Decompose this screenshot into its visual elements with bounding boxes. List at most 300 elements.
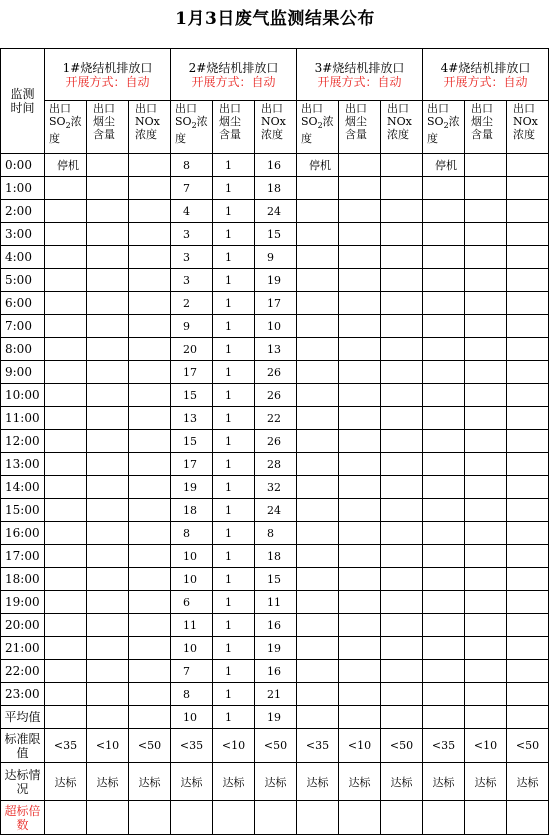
data-cell <box>45 292 87 315</box>
data-cell <box>45 637 87 660</box>
table-row <box>1 637 549 660</box>
data-cell <box>87 499 129 522</box>
data-cell <box>87 338 129 361</box>
outlet-mode: 开展方式：自动 <box>443 74 528 89</box>
data-cell <box>339 801 381 835</box>
exceed-label: 超标倍数 <box>1 801 45 835</box>
data-cell <box>129 292 171 315</box>
data-cell <box>507 453 549 476</box>
outlet-mode: 开展方式：自动 <box>191 74 276 89</box>
data-cell: 19 <box>255 706 297 729</box>
data-cell <box>129 706 171 729</box>
table-row <box>1 246 549 269</box>
data-cell <box>465 407 507 430</box>
data-cell <box>465 430 507 453</box>
data-cell <box>45 223 87 246</box>
data-cell: 16 <box>255 614 297 637</box>
data-cell <box>465 361 507 384</box>
data-cell <box>465 384 507 407</box>
data-cell: 1 <box>213 177 255 200</box>
data-cell: 1 <box>213 683 255 706</box>
data-cell <box>129 338 171 361</box>
data-cell <box>297 801 339 835</box>
outlet-header-4 <box>423 49 549 101</box>
so2-col-header <box>297 101 339 154</box>
average-row <box>1 706 549 729</box>
nox-label-pre: 出口 <box>261 102 283 115</box>
data-cell <box>129 407 171 430</box>
data-cell <box>339 361 381 384</box>
outlet-header-3 <box>297 49 423 101</box>
data-cell: 8 <box>171 683 213 706</box>
data-cell <box>297 706 339 729</box>
data-cell: 9 <box>171 315 213 338</box>
data-cell <box>339 637 381 660</box>
data-cell <box>87 637 129 660</box>
data-cell <box>129 476 171 499</box>
data-cell <box>381 614 423 637</box>
dust-label: 出口烟尘含量 <box>219 102 241 141</box>
time-cell: 0:00 <box>1 154 45 177</box>
data-cell <box>339 200 381 223</box>
data-cell <box>45 269 87 292</box>
data-cell: 达标 <box>45 763 87 801</box>
so2-col-header <box>171 101 213 154</box>
data-cell <box>423 545 465 568</box>
data-cell <box>381 200 423 223</box>
data-cell <box>423 591 465 614</box>
data-cell <box>339 614 381 637</box>
data-cell: 达标 <box>381 763 423 801</box>
data-cell <box>297 637 339 660</box>
data-cell: 1 <box>213 499 255 522</box>
data-cell <box>507 706 549 729</box>
table-row <box>1 522 549 545</box>
data-cell: 达标 <box>87 763 129 801</box>
data-cell <box>87 315 129 338</box>
dust-label: 出口烟尘含量 <box>93 102 115 141</box>
data-cell: 9 <box>255 246 297 269</box>
data-cell <box>297 683 339 706</box>
so2-subscript: 2 <box>443 121 449 131</box>
data-cell <box>339 545 381 568</box>
data-cell: 1 <box>213 453 255 476</box>
data-cell <box>45 801 87 835</box>
data-cell <box>297 545 339 568</box>
data-cell <box>87 154 129 177</box>
table-row <box>1 499 549 522</box>
data-cell <box>129 660 171 683</box>
data-cell: 1 <box>213 246 255 269</box>
nox-col-header <box>507 101 549 154</box>
data-cell <box>381 338 423 361</box>
data-cell <box>465 292 507 315</box>
data-cell: 1 <box>213 315 255 338</box>
data-cell <box>45 683 87 706</box>
table-row <box>1 407 549 430</box>
time-cell: 20:00 <box>1 614 45 637</box>
nox-col-header <box>255 101 297 154</box>
data-cell <box>297 591 339 614</box>
data-cell: 1 <box>213 384 255 407</box>
table-row <box>1 660 549 683</box>
data-cell <box>297 338 339 361</box>
data-cell <box>339 407 381 430</box>
data-cell: 1 <box>213 660 255 683</box>
data-cell <box>297 246 339 269</box>
data-cell <box>45 499 87 522</box>
data-cell: 1 <box>213 522 255 545</box>
data-cell <box>339 591 381 614</box>
data-cell: 8 <box>171 154 213 177</box>
data-cell: 10 <box>171 545 213 568</box>
data-cell <box>507 177 549 200</box>
data-cell <box>297 223 339 246</box>
so2-label-b: SO <box>427 115 444 128</box>
data-cell <box>465 660 507 683</box>
data-cell <box>87 660 129 683</box>
data-cell <box>45 246 87 269</box>
table-row <box>1 430 549 453</box>
data-cell <box>507 545 549 568</box>
data-cell <box>507 223 549 246</box>
data-cell <box>339 246 381 269</box>
time-cell: 15:00 <box>1 499 45 522</box>
data-cell: 11 <box>255 591 297 614</box>
data-cell: 达标 <box>213 763 255 801</box>
data-cell: 19 <box>255 269 297 292</box>
data-cell: 1 <box>213 154 255 177</box>
data-cell <box>381 384 423 407</box>
time-cell: 18:00 <box>1 568 45 591</box>
data-cell <box>297 292 339 315</box>
exceed-row <box>1 801 549 835</box>
data-cell <box>129 499 171 522</box>
data-cell <box>339 269 381 292</box>
data-cell <box>129 568 171 591</box>
data-cell: 1 <box>213 223 255 246</box>
data-cell: 17 <box>171 361 213 384</box>
data-cell <box>381 154 423 177</box>
data-cell: 停机 <box>423 154 465 177</box>
data-cell: 1 <box>213 430 255 453</box>
data-cell <box>507 338 549 361</box>
data-cell: 2 <box>171 292 213 315</box>
data-cell <box>381 591 423 614</box>
data-cell <box>423 315 465 338</box>
data-cell <box>129 361 171 384</box>
dust-col-header <box>339 101 381 154</box>
so2-label-a: 出口 <box>175 102 197 115</box>
data-cell <box>297 269 339 292</box>
dust-label: 出口烟尘含量 <box>345 102 367 141</box>
data-cell <box>87 476 129 499</box>
time-cell: 16:00 <box>1 522 45 545</box>
data-cell: 26 <box>255 430 297 453</box>
data-cell <box>129 614 171 637</box>
data-cell <box>45 568 87 591</box>
data-cell: <50 <box>255 729 297 763</box>
data-cell: 8 <box>255 522 297 545</box>
data-cell: 26 <box>255 361 297 384</box>
table-row <box>1 361 549 384</box>
status-label: 达标情况 <box>1 763 45 801</box>
data-cell <box>381 476 423 499</box>
data-cell <box>507 292 549 315</box>
data-cell <box>87 430 129 453</box>
data-cell <box>45 177 87 200</box>
dust-col-header <box>87 101 129 154</box>
data-cell: 17 <box>171 453 213 476</box>
data-cell <box>381 660 423 683</box>
data-cell: 21 <box>255 683 297 706</box>
data-cell <box>297 660 339 683</box>
data-cell <box>381 801 423 835</box>
data-cell <box>381 223 423 246</box>
outlet-name: 3#烧结机排放口 <box>314 60 405 75</box>
data-cell: 1 <box>213 545 255 568</box>
data-cell <box>87 177 129 200</box>
data-cell <box>87 591 129 614</box>
data-cell <box>339 430 381 453</box>
table-row <box>1 315 549 338</box>
limit-label: 标准限值 <box>1 729 45 763</box>
data-cell <box>423 706 465 729</box>
data-cell <box>45 315 87 338</box>
data-cell: <35 <box>45 729 87 763</box>
data-cell <box>507 614 549 637</box>
time-cell: 21:00 <box>1 637 45 660</box>
data-cell <box>87 223 129 246</box>
data-cell <box>87 200 129 223</box>
data-cell <box>297 522 339 545</box>
data-cell <box>129 683 171 706</box>
time-cell: 22:00 <box>1 660 45 683</box>
data-cell: 1 <box>213 269 255 292</box>
data-cell <box>297 200 339 223</box>
data-cell <box>45 476 87 499</box>
data-cell: 停机 <box>45 154 87 177</box>
data-cell: 1 <box>213 591 255 614</box>
data-cell <box>465 522 507 545</box>
data-cell <box>465 801 507 835</box>
data-cell: 6 <box>171 591 213 614</box>
data-cell <box>297 430 339 453</box>
data-cell <box>423 683 465 706</box>
nox-label: NOx浓度 <box>387 115 412 141</box>
data-cell <box>339 476 381 499</box>
data-cell <box>129 637 171 660</box>
data-cell <box>465 591 507 614</box>
data-cell <box>45 338 87 361</box>
data-cell: 1 <box>213 200 255 223</box>
data-cell: 达标 <box>423 763 465 801</box>
dust-col-header <box>465 101 507 154</box>
data-cell <box>381 683 423 706</box>
so2-subscript: 2 <box>65 121 71 131</box>
time-cell: 5:00 <box>1 269 45 292</box>
data-cell <box>87 706 129 729</box>
data-cell <box>465 246 507 269</box>
data-cell <box>423 476 465 499</box>
data-cell <box>423 223 465 246</box>
data-cell <box>339 499 381 522</box>
data-cell: <35 <box>297 729 339 763</box>
data-cell <box>465 154 507 177</box>
data-cell: 17 <box>255 292 297 315</box>
so2-col-header <box>423 101 465 154</box>
time-cell: 23:00 <box>1 683 45 706</box>
data-cell <box>339 292 381 315</box>
dust-label: 出口烟尘含量 <box>471 102 493 141</box>
outlet-name: 4#烧结机排放口 <box>440 60 531 75</box>
data-cell <box>87 407 129 430</box>
table-row <box>1 591 549 614</box>
data-cell <box>465 269 507 292</box>
data-cell <box>507 361 549 384</box>
data-cell <box>423 384 465 407</box>
data-cell: 停机 <box>297 154 339 177</box>
data-cell: 4 <box>171 200 213 223</box>
data-cell: 28 <box>255 453 297 476</box>
data-cell: 3 <box>171 223 213 246</box>
so2-col-header <box>45 101 87 154</box>
so2-subscript: 2 <box>317 121 323 131</box>
data-cell <box>465 499 507 522</box>
table-row <box>1 154 549 177</box>
data-cell <box>45 430 87 453</box>
data-cell <box>129 801 171 835</box>
so2-label-c: 浓度 <box>427 115 460 146</box>
nox-label: NOx浓度 <box>135 115 160 141</box>
data-cell <box>507 591 549 614</box>
time-cell: 19:00 <box>1 591 45 614</box>
data-cell: 1 <box>213 407 255 430</box>
table-row <box>1 476 549 499</box>
time-cell: 9:00 <box>1 361 45 384</box>
data-cell <box>465 200 507 223</box>
data-cell <box>87 614 129 637</box>
data-cell <box>45 384 87 407</box>
data-cell <box>507 407 549 430</box>
data-cell <box>507 476 549 499</box>
limit-row <box>1 729 549 763</box>
data-cell <box>87 683 129 706</box>
data-cell <box>507 430 549 453</box>
time-cell: 7:00 <box>1 315 45 338</box>
emission-table <box>0 48 549 835</box>
time-cell: 8:00 <box>1 338 45 361</box>
data-cell <box>45 522 87 545</box>
data-cell <box>423 361 465 384</box>
so2-label-a: 出口 <box>301 102 323 115</box>
data-cell <box>45 407 87 430</box>
table-row <box>1 338 549 361</box>
dust-col-header <box>213 101 255 154</box>
data-cell: 1 <box>213 292 255 315</box>
data-cell <box>129 154 171 177</box>
data-cell <box>423 292 465 315</box>
so2-label-b: SO <box>175 115 192 128</box>
data-cell <box>381 246 423 269</box>
time-header: 监测时间 <box>1 49 45 154</box>
data-cell <box>339 453 381 476</box>
data-cell <box>87 384 129 407</box>
data-cell: 达标 <box>507 763 549 801</box>
data-cell <box>87 568 129 591</box>
time-cell: 6:00 <box>1 292 45 315</box>
data-cell: 16 <box>255 660 297 683</box>
data-cell <box>507 384 549 407</box>
table-row <box>1 269 549 292</box>
data-cell <box>129 522 171 545</box>
table-row <box>1 384 549 407</box>
data-cell: <10 <box>213 729 255 763</box>
time-cell: 13:00 <box>1 453 45 476</box>
table-row <box>1 177 549 200</box>
data-cell: 达标 <box>465 763 507 801</box>
data-cell <box>45 706 87 729</box>
data-cell: <50 <box>507 729 549 763</box>
data-cell: 18 <box>171 499 213 522</box>
data-cell: 3 <box>171 269 213 292</box>
outlet-name: 2#烧结机排放口 <box>188 60 279 75</box>
data-cell <box>423 499 465 522</box>
data-cell <box>423 200 465 223</box>
outlet-mode: 开展方式：自动 <box>317 74 402 89</box>
data-cell <box>339 683 381 706</box>
table-row <box>1 614 549 637</box>
data-cell: 18 <box>255 545 297 568</box>
data-cell: 20 <box>171 338 213 361</box>
outlet-name: 1#烧结机排放口 <box>62 60 153 75</box>
data-cell <box>507 246 549 269</box>
so2-label-a: 出口 <box>427 102 449 115</box>
data-cell <box>129 315 171 338</box>
so2-label-c: 浓度 <box>175 115 208 146</box>
data-cell <box>381 706 423 729</box>
data-cell <box>465 223 507 246</box>
nox-col-header <box>129 101 171 154</box>
data-cell <box>381 292 423 315</box>
data-cell: 1 <box>213 706 255 729</box>
data-cell: 1 <box>213 568 255 591</box>
data-cell <box>507 522 549 545</box>
data-cell: 1 <box>213 361 255 384</box>
data-cell: 达标 <box>297 763 339 801</box>
page-title: 1月3日废气监测结果公布 <box>175 9 375 29</box>
data-cell <box>423 407 465 430</box>
data-cell <box>45 614 87 637</box>
data-cell <box>129 246 171 269</box>
data-cell <box>381 453 423 476</box>
data-cell <box>507 568 549 591</box>
data-cell: 达标 <box>255 763 297 801</box>
data-cell <box>45 361 87 384</box>
data-cell <box>507 637 549 660</box>
data-cell: 15 <box>171 430 213 453</box>
data-cell <box>129 453 171 476</box>
table-row <box>1 683 549 706</box>
average-label: 平均值 <box>1 706 45 729</box>
data-cell: 达标 <box>171 763 213 801</box>
data-cell <box>465 683 507 706</box>
time-cell: 12:00 <box>1 430 45 453</box>
so2-label-b: SO <box>301 115 318 128</box>
data-cell <box>339 223 381 246</box>
data-cell <box>45 660 87 683</box>
data-cell <box>129 223 171 246</box>
